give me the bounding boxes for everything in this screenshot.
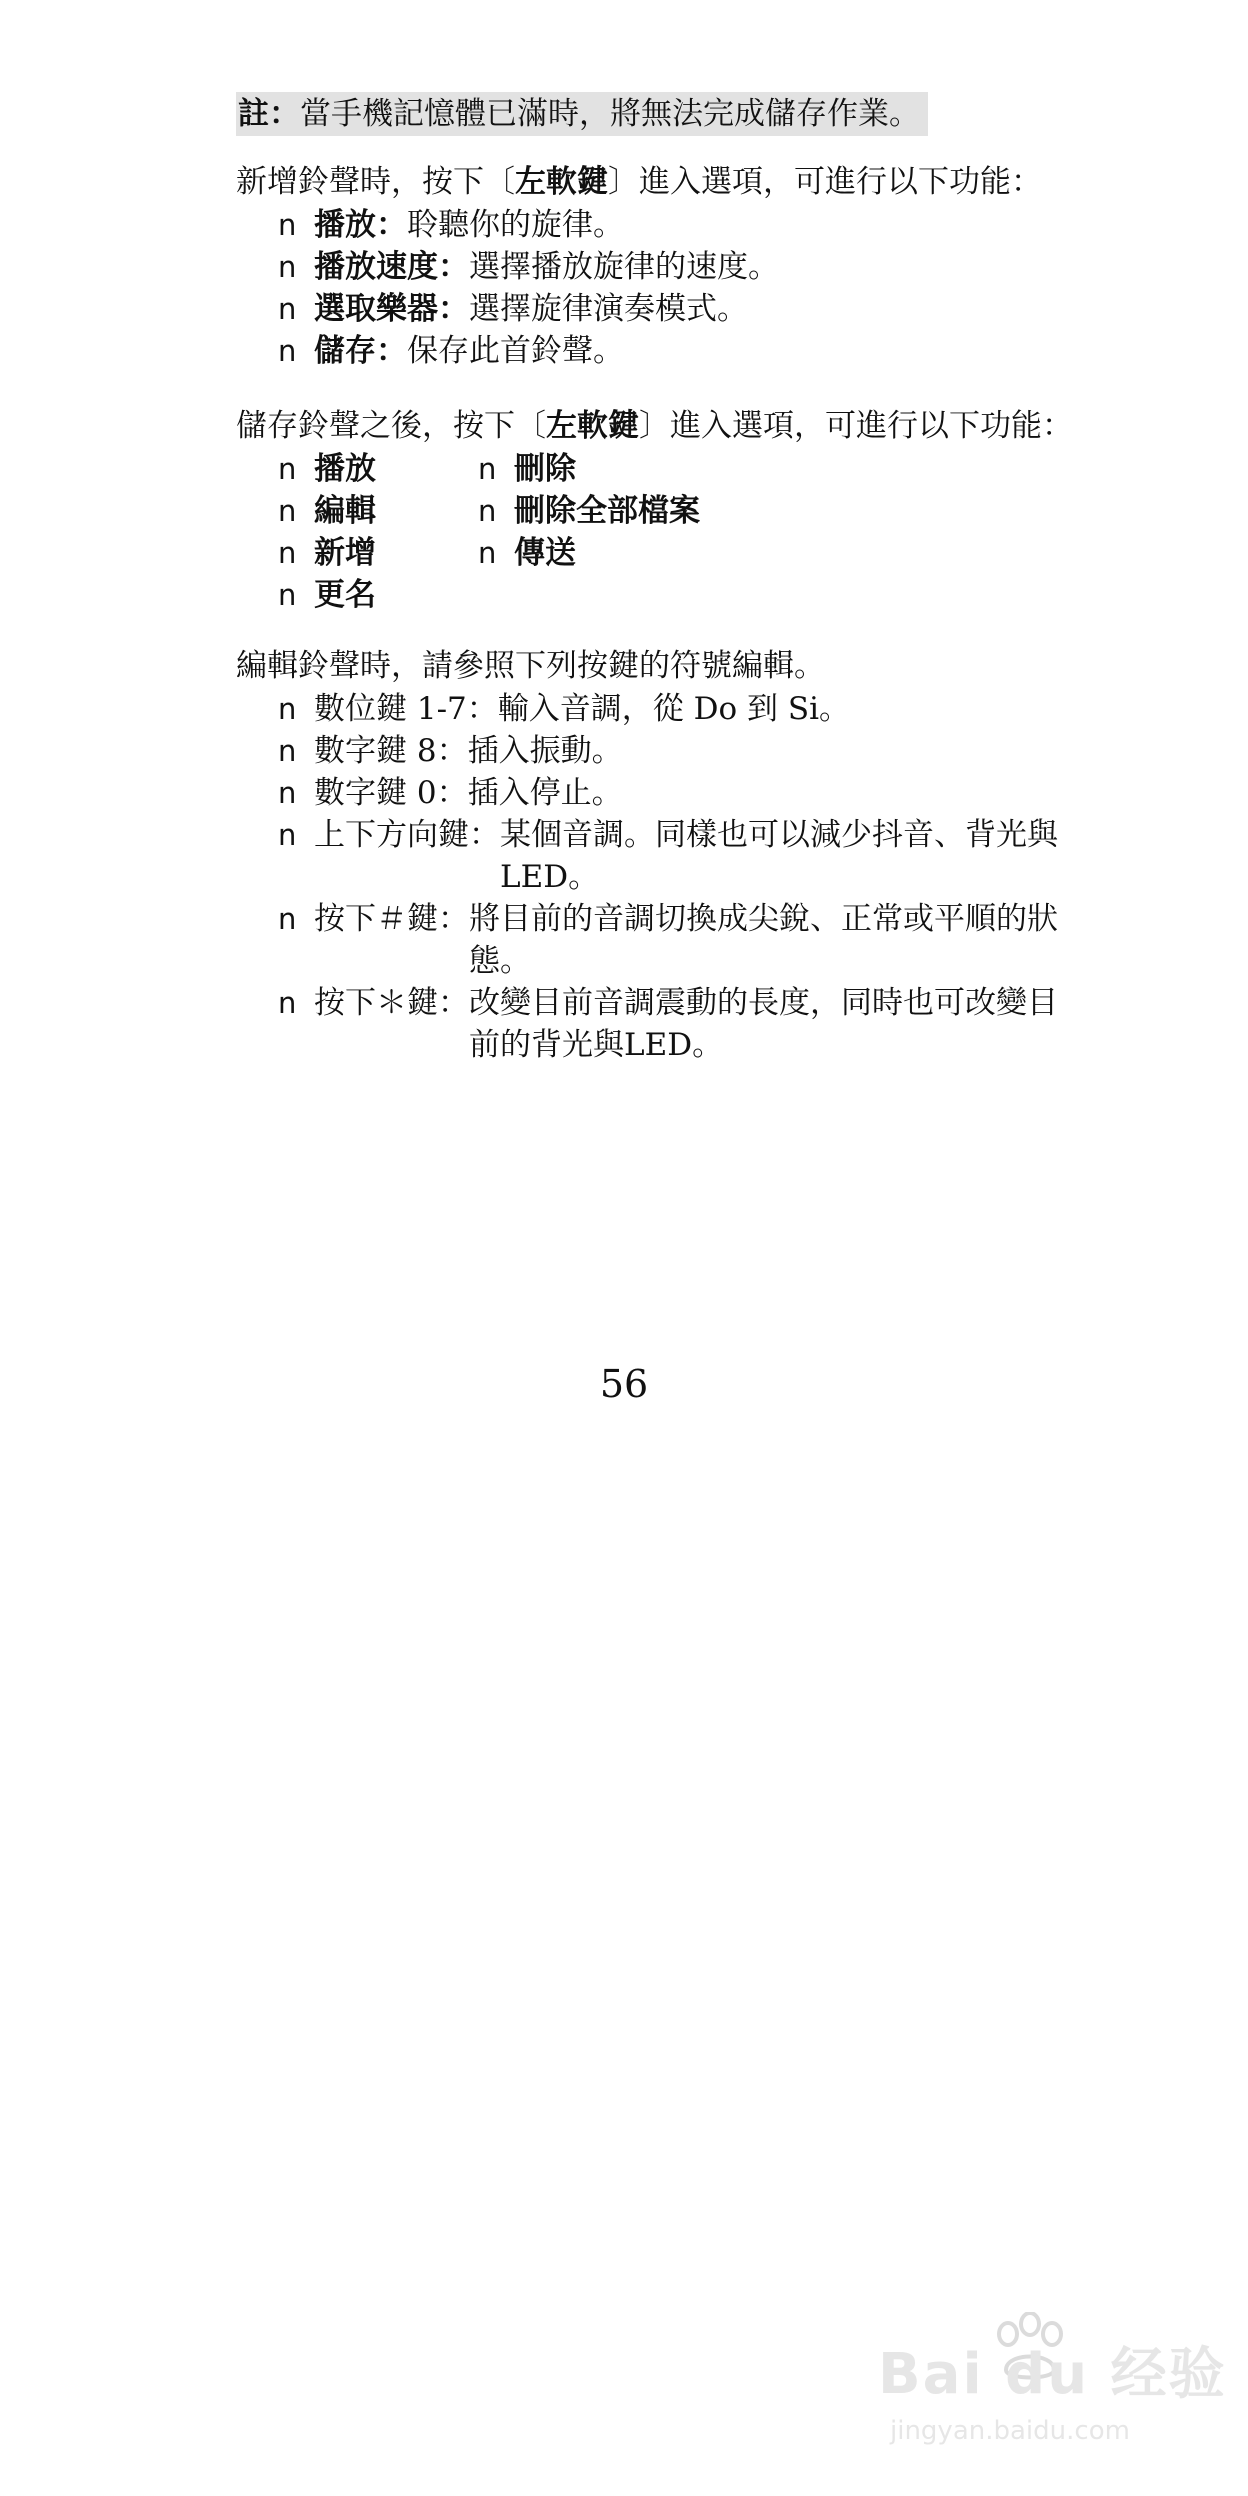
list-item (278, 772, 1090, 814)
key-desc: 某個音調。同樣也可以減少抖音、背光與LED。 (500, 817, 1058, 895)
left-softkey-label: 左軟鍵 (515, 164, 608, 200)
bullet-icon: n (278, 692, 297, 726)
bullet-icon: n (278, 818, 297, 852)
key-label: 按下＊鍵： (314, 985, 469, 1021)
key-label: 上下方向鍵： (314, 817, 500, 853)
bullet-icon: n (478, 536, 497, 570)
watermark-brand: Bai du 经验 (878, 2342, 1227, 2407)
options-row (278, 448, 678, 490)
list-item (278, 330, 779, 372)
option-play: 播放 (314, 451, 376, 487)
key-desc: 插入振動。 (467, 733, 623, 769)
bullet-icon: n (278, 776, 297, 810)
key-desc: 插入停止。 (467, 775, 623, 811)
item-desc: 聆聽你的旋律。 (407, 207, 624, 243)
list-item (278, 814, 1090, 898)
bullet-icon: n (278, 494, 297, 528)
item-desc: 選擇播放旋律的速度。 (469, 249, 779, 285)
list-item (278, 246, 779, 288)
key-desc: 輸入音調，從 Do 到 Si。 (497, 691, 851, 727)
intro-text: 〕進入選項，可進行以下功能： (608, 164, 1042, 200)
bullet-icon: n (478, 494, 497, 528)
watermark (878, 2330, 1227, 2460)
bullet-icon: n (278, 902, 297, 936)
bullet-icon: n (278, 578, 297, 612)
left-softkey-label: 左軟鍵 (546, 408, 639, 444)
list-item (278, 288, 779, 330)
option-delete-all: 刪除全部檔案 (514, 493, 700, 529)
edit-key-list (278, 688, 1090, 1066)
new-ringtone-options (278, 204, 779, 372)
bullet-icon: n (278, 250, 297, 284)
saved-ringtone-options (278, 448, 700, 616)
key-label: 數位鍵 1-7： (314, 691, 498, 727)
edit-intro: 編輯鈴聲時，請參照下列按鍵的符號編輯。 (236, 648, 825, 684)
key-desc: 將目前的音調切換成尖銳、正常或平順的狀態。 (469, 901, 1058, 979)
key-label: 數字鍵 0： (314, 775, 468, 811)
bullet-icon: n (278, 452, 297, 486)
list-item (278, 982, 1090, 1066)
item-desc: 選擇旋律演奏模式。 (469, 291, 748, 327)
note-label: 註： (238, 96, 300, 132)
bullet-icon: n (278, 292, 297, 326)
new-ringtone-intro (236, 162, 1042, 202)
option-new: 新增 (314, 535, 376, 571)
bullet-icon: n (278, 536, 297, 570)
option-edit: 編輯 (314, 493, 376, 529)
list-item (278, 688, 1090, 730)
key-label: 數字鍵 8： (314, 733, 468, 769)
options-row (278, 532, 678, 574)
bullet-icon: n (278, 208, 297, 242)
option-delete: 刪除 (514, 451, 576, 487)
watermark-url: jingyan.baidu.com (890, 2416, 1130, 2446)
item-label: 播放： (314, 207, 407, 243)
intro-text: 儲存鈴聲之後，按下〔 (236, 408, 546, 444)
bullet-icon: n (478, 452, 497, 486)
option-send: 傳送 (514, 535, 576, 571)
bullet-icon: n (278, 986, 297, 1020)
note-text: 當手機記憶體已滿時，將無法完成儲存作業。 (300, 96, 920, 132)
options-row (278, 490, 700, 532)
bullet-icon: n (278, 734, 297, 768)
list-item (278, 898, 1090, 982)
bullet-icon: n (278, 334, 297, 368)
list-item (278, 204, 779, 246)
item-desc: 保存此首鈴聲。 (407, 333, 624, 369)
saved-ringtone-intro (236, 406, 1073, 446)
item-label: 播放速度： (314, 249, 469, 285)
intro-text: 〕進入選項，可進行以下功能： (639, 408, 1073, 444)
key-desc: 改變目前音調震動的長度，同時也可改變目前的背光與LED。 (469, 985, 1058, 1063)
key-label: 按下＃鍵： (314, 901, 469, 937)
list-item (278, 730, 1090, 772)
page-number: 56 (599, 1362, 649, 1406)
options-row (278, 574, 678, 616)
option-rename: 更名 (314, 577, 376, 613)
note-box (236, 92, 928, 136)
item-label: 儲存： (314, 333, 407, 369)
intro-text: 新增鈴聲時，按下〔 (236, 164, 515, 200)
item-label: 選取樂器： (314, 291, 469, 327)
